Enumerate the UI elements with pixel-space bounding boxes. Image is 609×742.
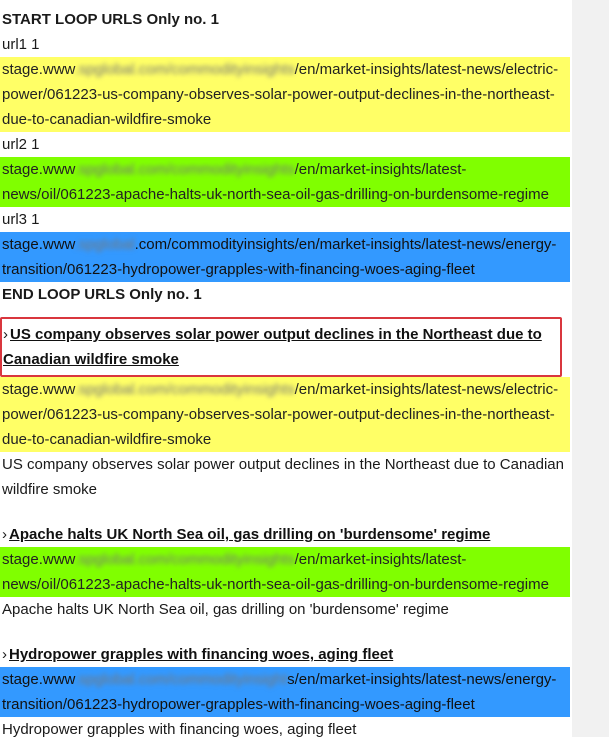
- article-link[interactable]: US company observes solar power output declines in the Northeast due to Canadian wildfire smoke: [3, 326, 542, 368]
- url-prefix: stage.www: [2, 671, 75, 688]
- focused-article-headline[interactable]: [0, 317, 562, 377]
- url-label: url3 1: [2, 211, 40, 228]
- url-block-1: [0, 57, 570, 132]
- url-redacted: .spglobal.com/commodityinsight: [74, 671, 288, 688]
- article-url-3: [0, 667, 570, 717]
- article-link[interactable]: Apache halts UK North Sea oil, gas drilling on 'burdensome' regime: [9, 526, 491, 543]
- url-rest: s/en/market-insights/latest-news/energy-transition/061223-hydropower-grapples-with-financing-woes-aging-fleet: [2, 671, 557, 713]
- url-prefix: stage.www: [2, 236, 75, 253]
- scrollbar-gutter[interactable]: [572, 0, 609, 737]
- article-summary: US company observes solar power output declines in the Northeast due to Canadian wildfire smoke: [2, 456, 564, 498]
- url-rest: /en/market-insights/latest-news/electric-power/061223-us-company-observes-solar-power-output-declines-in-the-northeast-due-to-canadian-wildfire-smoke: [2, 381, 559, 448]
- url-redacted: .spglobal.com/commodityinsights: [74, 381, 295, 398]
- url-block-2: [0, 157, 570, 207]
- article-summary: Apache halts UK North Sea oil, gas drilling on 'burdensome' regime: [2, 601, 449, 618]
- start-loop-label: START LOOP URLS Only no. 1: [2, 11, 219, 28]
- url-rest: /en/market-insights/latest-news/electric-power/061223-us-company-observes-solar-power-output-declines-in-the-northeast-due-to-canadian-wildfire-smoke: [2, 61, 559, 128]
- url-prefix: stage.www: [2, 61, 75, 78]
- url-redacted: .spglobal.com/commodityinsights: [74, 551, 295, 568]
- url-redacted: .spglobal.com/commodityinsights: [74, 61, 295, 78]
- article-headline: [3, 322, 560, 372]
- caret-icon: ›: [3, 326, 8, 343]
- article-headline: [0, 642, 572, 667]
- url-prefix: stage.www: [2, 161, 75, 178]
- article-url-1: [0, 377, 570, 452]
- article-link[interactable]: Hydropower grapples with financing woes, aging fleet: [9, 646, 394, 663]
- article-headline: [0, 522, 572, 547]
- url-block-3: [0, 232, 570, 282]
- url-rest: /en/market-insights/latest-news/oil/061223-apache-halts-uk-north-sea-oil-gas-drilling-on-burdensome-regime: [2, 551, 549, 593]
- url-rest: /en/market-insights/latest-news/oil/061223-apache-halts-uk-north-sea-oil-gas-drilling-on-burdensome-regime: [2, 161, 549, 203]
- url-label: url1 1: [2, 36, 40, 53]
- caret-icon: ›: [2, 526, 7, 543]
- url-rest: .com/commodityinsights/en/market-insights/latest-news/energy-transition/061223-hydropower-grapples-with-financing-woes-aging-fleet: [2, 236, 557, 278]
- url-prefix: stage.www: [2, 381, 75, 398]
- caret-icon: ›: [2, 646, 7, 663]
- url-prefix: stage.www: [2, 551, 75, 568]
- url-label: url2 1: [2, 136, 40, 153]
- article-summary: Hydropower grapples with financing woes, aging fleet: [2, 721, 357, 738]
- url-redacted: .spglobal: [74, 236, 135, 253]
- end-loop-label: END LOOP URLS Only no. 1: [2, 286, 202, 303]
- url-redacted: .spglobal.com/commodityinsights: [74, 161, 295, 178]
- article-url-2: [0, 547, 570, 597]
